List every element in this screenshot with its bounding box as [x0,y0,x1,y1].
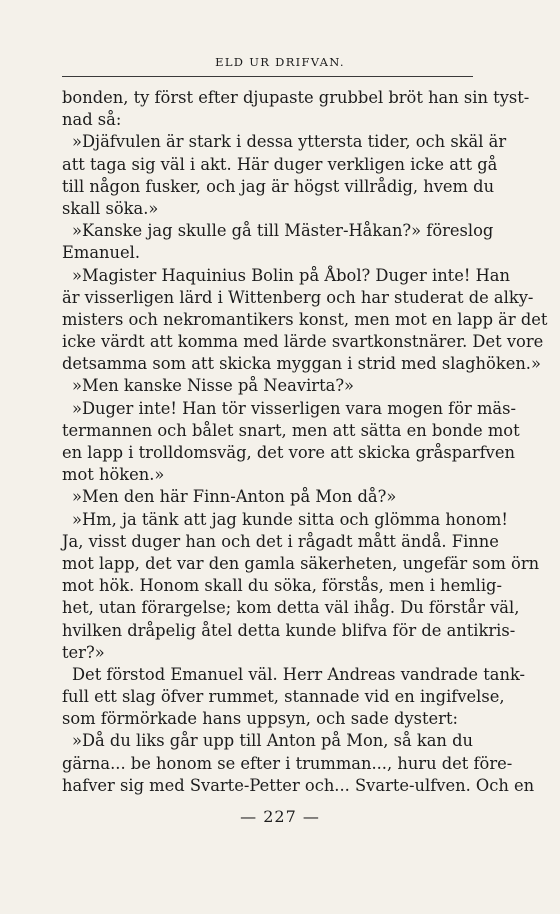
text-line: Ja, visst duger han och det i rågadt mått ändå. Finne [62,531,499,551]
text-line: skall söka.» [62,198,159,218]
text-line: »Kanske jag skulle gå till Mäster-Håkan?» föreslog [72,221,494,241]
text-line: till någon fusker, och jag är högst villrådig, hvem du [62,176,495,196]
text-line: misters och nekromantikers konst, men mot en lapp är det [62,309,548,329]
text-line: full ett slag öfver rummet, stannade vid en ingifvelse, [62,687,505,707]
text-line: »Djäfvulen är stark i dessa yttersta tider, och skäl är [72,132,507,152]
text-line: gärna... be honom se efter i trumman..., huru det före- [62,753,513,773]
text-line: icke värdt att komma med lärde svartkonstnärer. Det vore [62,332,544,352]
text-line: nad så: [62,110,122,130]
text-line: mot hök. Honom skall du söka, förstås, men i hemlig- [62,576,502,596]
text-line: mot lapp, det var den gamla säkerheten, ungefär som örn [62,553,540,573]
text-line: Det förstod Emanuel väl. Herr Andreas vandrade tank- [72,664,526,684]
text-line: bonden, ty först efter djupaste grubbel bröt han sin tyst- [62,88,530,107]
text-line: »Hm, ja tänk att jag kunde sitta och glömma honom! [72,509,508,529]
header-rule [62,76,473,77]
text-line: är visserligen lärd i Wittenberg och har studerat de alky- [62,287,534,307]
text-line: ter?» [62,642,105,662]
text-line: hvilken dråpelig åtel detta kunde blifva för de antikris- [62,620,516,640]
page-number: — 227 — [240,807,320,826]
body-text [62,87,548,797]
text-line: »Magister Haquinius Bolin på Åbol? Duger inte! Han [72,265,510,285]
text-line: het, utan förargelse; kom detta väl ihåg. Du förstår väl, [62,598,520,618]
text-line: »Duger inte! Han tör visserligen vara mogen för mäs- [72,398,516,418]
text-line: en lapp i trolldomsväg, det vore att skicka gråsparfven [62,443,516,462]
text-line: hafver sig med Svarte-Petter och... Svarte-ulfven. Och en [62,775,535,795]
running-header: ELD UR DRIFVAN. [215,55,345,69]
text-line: detsamma som att skicka myggan i strid med slaghöken.» [62,354,541,374]
text-line: termannen och bålet snart, men att sätta en bonde mot [62,420,520,440]
text-line: Emanuel. [62,243,141,263]
text-line: som förmörkade hans uppsyn, och sade dystert: [62,709,458,729]
text-line: att taga sig väl i akt. Här duger verkligen icke att gå [62,154,498,174]
text-line: »Då du liks går upp till Anton på Mon, så kan du [72,731,473,751]
text-line: mot höken.» [62,465,165,485]
text-line: »Men kanske Nisse på Neavirta?» [72,376,355,396]
text-line: »Men den här Finn-Anton på Mon då?» [72,487,397,507]
